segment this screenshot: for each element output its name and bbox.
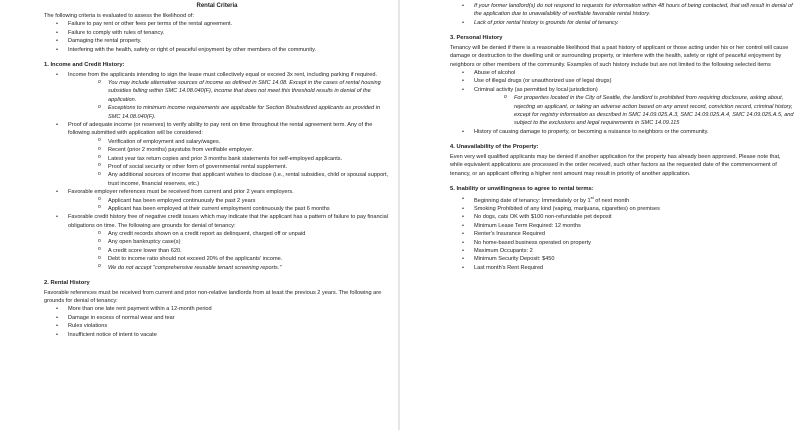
sub-list-item: o For properties located in the City of Seattle, the landlord is prohibited from requiring disclosure, asking about, rejecting an applicant, or taking an adverse action based on any arrest record, conviction record, criminal history, except for registry information as described in SMC 14.09.025.A.3, SMC 14.09.025.A.4, SMC 14.09.025.A.5, and subject to the exclusions and legal requirements in SMC 14.09.115 bbox=[474, 94, 794, 128]
section-heading-rental-terms: 5. Inability or unwillingness to agree to rental terms: bbox=[450, 186, 594, 193]
sub-list-item: o Debt to income ratio should not exceed 20% of the applicants' income. bbox=[68, 255, 390, 263]
list-item: • Insufficient notice of intent to vacate bbox=[44, 331, 390, 339]
list-item bbox=[450, 195, 794, 205]
list-item: • Rules violations bbox=[44, 322, 390, 330]
list-item-text: of next month bbox=[593, 197, 630, 204]
sub-list bbox=[68, 197, 390, 214]
ordinal-suffix: st bbox=[590, 194, 594, 200]
list-item bbox=[44, 121, 390, 188]
list-item: • No home-based business operated on property bbox=[450, 239, 794, 247]
list-item-text: Criminal activity (as permitted by local jurisdiction) bbox=[474, 86, 598, 93]
sub-list-item: o Proof of social security or other form of governmental rental supplement. bbox=[68, 163, 390, 171]
list-item bbox=[44, 213, 390, 272]
list-item: • Damage in excess of normal wear and tear bbox=[44, 314, 390, 322]
sub-list bbox=[68, 230, 390, 272]
sub-list-item: o Recent (prior 2 months) paystubs from verifiable employer. bbox=[68, 146, 390, 154]
sub-list-item: o Any credit records shown on a credit report as delinquent, charged off or unpaid bbox=[68, 230, 390, 238]
list-item: • Minimum Security Deposit: $450 bbox=[450, 255, 794, 263]
rental-history-continued-list bbox=[450, 2, 794, 27]
list-item: • More than one late rent payment within a 12-month period bbox=[44, 305, 390, 313]
sub-list-item: o Latest year tax return copies and prior 3 months bank statements for self-employed applicants. bbox=[68, 155, 390, 163]
list-item-text: Income from the applicants intending to sign the lease must collectively equal or exceed 3x rent, including parking if required. bbox=[68, 71, 378, 78]
list-item-text: Favorable employer references must be received from current and prior 2 years employers. bbox=[68, 189, 294, 196]
list-item bbox=[44, 71, 390, 121]
section-heading-income: 1. Income and Credit History: bbox=[44, 61, 125, 68]
sub-list bbox=[474, 94, 794, 128]
sub-list bbox=[68, 138, 390, 188]
sub-list-item: o Any additional sources of income that applicant wishes to disclose (i.e., rental subsidies, child or spousal support, trust income, financial reserves, etc.) bbox=[68, 171, 390, 188]
intro-list bbox=[44, 20, 390, 54]
list-item: • Lack of prior rental history is grounds for denial of tenancy. bbox=[450, 19, 794, 27]
section-heading-unavailability: 4. Unavailability of the Property: bbox=[450, 144, 539, 151]
page-divider bbox=[398, 0, 400, 430]
right-page bbox=[404, 0, 800, 272]
list-item bbox=[44, 188, 390, 213]
sub-list-item: o We do not accept "comprehensive reusable tenant screening reports." bbox=[68, 264, 390, 272]
unavailability-text: Even very well qualified applicants may be denied if another application for the property has already been approved. Please note that, while equivalent applications are processed in the order received, such other factors as the requested date of the commencement of tenancy, or an applicant offering a higher rent amount may result in priority of another application. bbox=[450, 153, 781, 177]
sub-list-item: o Verification of employment and salary/wages. bbox=[68, 138, 390, 146]
list-item-text: Beginning date of tenancy: Immediately or by 1 bbox=[474, 197, 591, 204]
document-title: Rental Criteria bbox=[196, 3, 238, 9]
list-item: • Interfering with the health, safety or right of peaceful enjoyment by other members of the community. bbox=[44, 46, 390, 54]
list-item: • Maximum Occupants: 2 bbox=[450, 247, 794, 255]
list-item: • Renter's Insurance Required bbox=[450, 230, 794, 238]
income-list bbox=[44, 71, 390, 272]
intro-text: The following criteria is evaluated to assess the likelihood of: bbox=[44, 13, 194, 19]
section-heading-rental-history: 2. Rental History bbox=[44, 280, 90, 287]
list-item: • Failure to comply with rules of tenancy. bbox=[44, 29, 390, 37]
left-page bbox=[0, 0, 396, 339]
rental-terms-list bbox=[450, 195, 794, 272]
list-item: • Use of illegal drugs (or unauthorized use of legal drugs) bbox=[450, 77, 794, 85]
section-heading-personal-history: 3. Personal History bbox=[450, 35, 503, 42]
sub-list bbox=[68, 79, 390, 121]
list-item: • If your former landlord(s) do not respond to requests for information within 48 hours of being contacted, that will result in denial of the application due to unavailability of verifiable favorable rental history. bbox=[450, 2, 794, 19]
list-item-text: Favorable credit history free of negative credit issues which may indicate that the applicant has a pattern of failure to pay financial obligations on time. The following are grounds for denial of tenancy: bbox=[68, 214, 388, 229]
list-item: • Smoking Prohibited of any kind (vaping, marijuana, cigarettes) on premises bbox=[450, 205, 794, 213]
sub-list-item: o Exceptions to minimum income requirements are applicable for Section 8/subsidized applicants as provided in SMC 14.08.040(F). bbox=[68, 104, 390, 121]
list-item: • Abuse of alcohol bbox=[450, 69, 794, 77]
personal-history-text: Tenancy will be denied if there is a reasonable likelihood that a past history of applicant or those acting under his or her control will cause damage or destruction to the dwelling unit or surrounding property, or interfere with the health, safety or right of peaceful enjoyment by neighbors or other members of the community. Examples of such history include but are not limited to the following selected items bbox=[450, 44, 789, 68]
list-item: • Last month's Rent Required bbox=[450, 264, 794, 272]
personal-history-list bbox=[450, 69, 794, 136]
sub-list-item: o A credit score lower than 620. bbox=[68, 247, 390, 255]
list-item-text: Proof of adequate income (or reserves) to verify ability to pay rent on time throughout the rental agreement term. Any of the following submitted with application will be considered: bbox=[68, 121, 373, 137]
rental-history-text: Favorable references must be received from current and prior non-relative landlords from at least the previous 2 years. The following are grounds for denial of tenancy: bbox=[44, 289, 382, 305]
list-item: • Failure to pay rent or other fees per terms of the rental agreement. bbox=[44, 20, 390, 28]
list-item: • No dogs, cats OK with $100 non-refundable pet deposit bbox=[450, 213, 794, 221]
list-item: • Minimum Lease Term Required: 12 months bbox=[450, 222, 794, 230]
list-item: • Damaging the rental property. bbox=[44, 37, 390, 45]
list-item bbox=[450, 86, 794, 128]
sub-list-item: o Any open bankruptcy case(s) bbox=[68, 238, 390, 246]
sub-list-item: o You may include alternative sources of income as defined in SMC 14.08. Except in the cases of rental housing subsidies falling within SMC 14.08.040(F), income that does not meet this threshold results in denial of the application. bbox=[68, 79, 390, 104]
list-item: • History of causing damage to property, or becoming a nuisance to neighbors or the community. bbox=[450, 128, 794, 136]
sub-list-item: o Applicant has been employed continuously the past 2 years bbox=[68, 197, 390, 205]
sub-list-item: o Applicant has been employed at their current employment continuously the past 6 months bbox=[68, 205, 390, 213]
rental-history-list bbox=[44, 305, 390, 339]
